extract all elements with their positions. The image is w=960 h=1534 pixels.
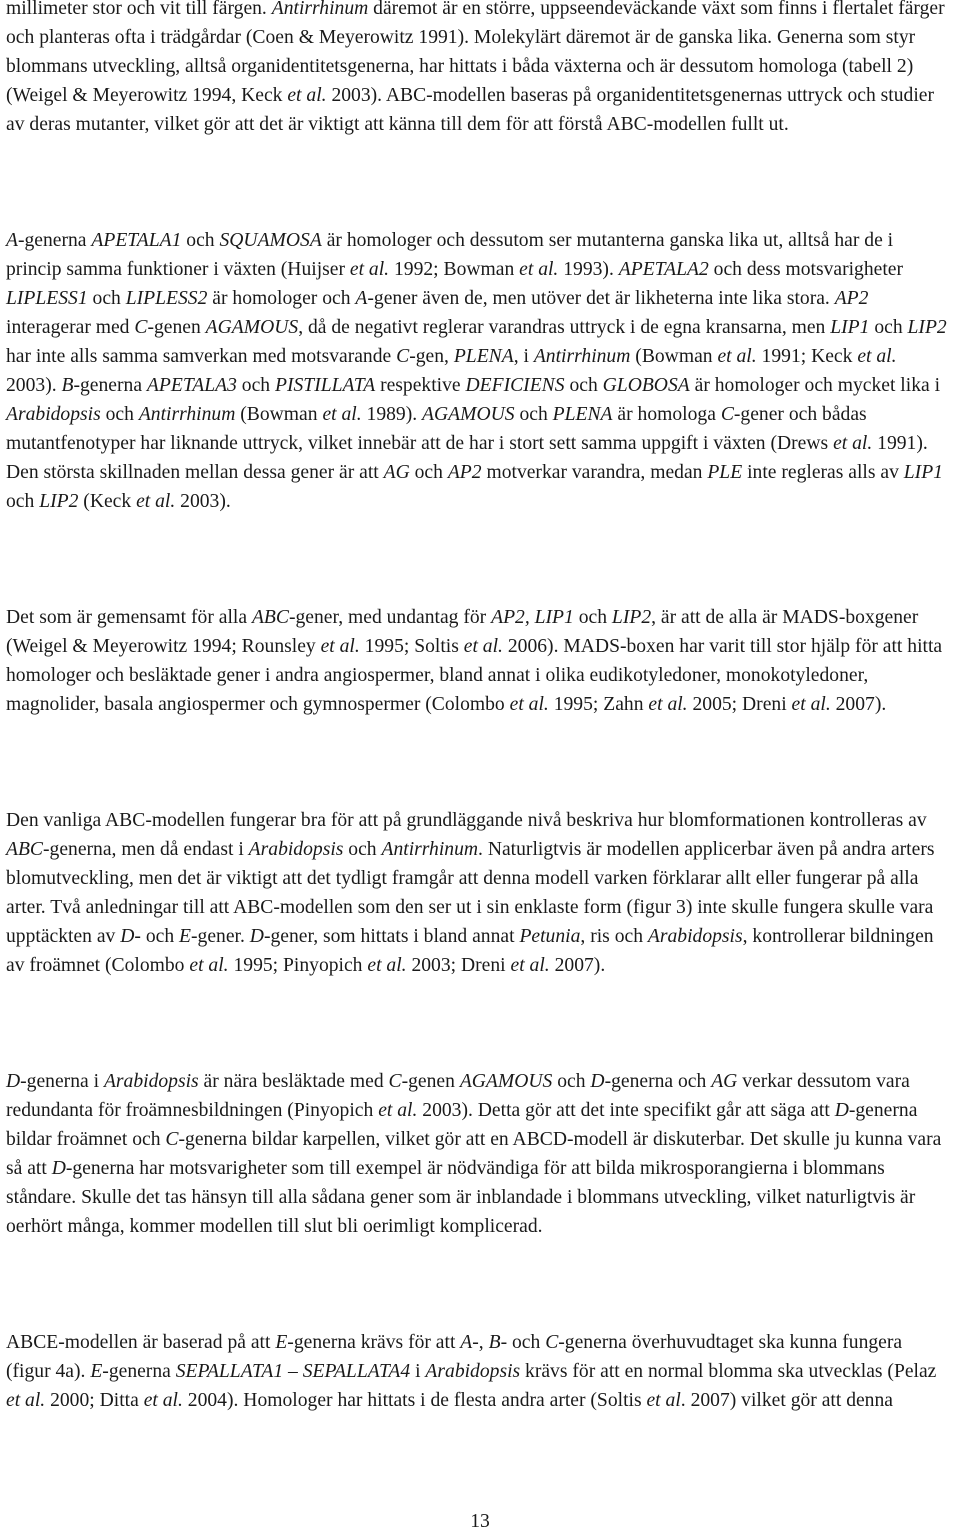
text-run: och: [87, 288, 126, 309]
text-run: och: [869, 317, 908, 338]
italic-text-run: D: [834, 1100, 849, 1121]
italic-text-run: et al.: [519, 259, 559, 280]
italic-text-run: AP2: [834, 288, 869, 309]
text-run: -generna: [73, 375, 147, 396]
text-run: däremot är en större, uppseendeväckande växt som finns i flertalet färger och planteras ofta i trädgårdar (Coen & Meyerowitz 1991). Molekylärt däremot är de ganska lika. Generna som styr blommans utveckling, alltså organidentitetsgenerna, har hittats i båda växterna och är dessutom homologa (tabell 2) (Weigel & Meyerowitz 1994, Keck: [6, 0, 945, 106]
text-run: - och: [500, 1332, 546, 1353]
italic-text-run: et al.: [6, 1390, 46, 1411]
text-run: 1995; Zahn: [548, 694, 649, 715]
italic-text-run: LIP2: [611, 607, 652, 628]
text-run: (Bowman: [235, 404, 323, 425]
italic-text-run: et al.: [378, 1100, 418, 1121]
text-run: -gener och bådas mutantfenotyper har liknande uttryck, vilket innebär att de har i stort sett samma uppgift i växten (Drews: [6, 404, 867, 454]
italic-text-run: E: [275, 1332, 288, 1353]
text-run: 2003; Dreni: [406, 955, 511, 976]
italic-text-run: AGAMOUS: [422, 404, 515, 425]
italic-text-run: A: [460, 1332, 473, 1353]
text-run: -gen,: [409, 346, 454, 367]
text-run: -gener även de, men utöver det är likheterna inte lika stora.: [367, 288, 835, 309]
italic-text-run: D: [590, 1071, 605, 1092]
text-run: är nära besläktade med: [198, 1071, 389, 1092]
italic-text-run: APETALA2: [618, 259, 709, 280]
italic-text-run: D: [120, 926, 135, 947]
text-run: -generna: [17, 230, 92, 251]
italic-text-run: et al.: [648, 694, 688, 715]
text-run: interagerar med: [6, 317, 135, 338]
text-run: . 2007) vilket gör att denna: [680, 1390, 893, 1411]
italic-text-run: D: [249, 926, 264, 947]
italic-text-run: LIPLESS1: [6, 288, 88, 309]
text-run: , ris och: [580, 926, 648, 947]
text-run: och: [573, 607, 612, 628]
text-run: och: [409, 462, 448, 483]
text-run: 2007).: [549, 955, 606, 976]
text-run: och: [343, 839, 382, 860]
italic-text-run: D: [51, 1158, 66, 1179]
italic-text-run: C: [134, 317, 148, 338]
text-run: motverkar varandra, medan: [481, 462, 708, 483]
paragraph-1: [6, 0, 948, 139]
italic-text-run: Antirrhinum: [533, 346, 631, 367]
text-run: 2000; Ditta: [45, 1390, 144, 1411]
italic-text-run: Arabidopsis: [6, 404, 101, 425]
text-run: . Naturligtvis är modellen applicerbar även på andra arters blomutveckling, men det är viktigt att det tydligt framgår att denna modell varken förklarar allt eller fungerar på alla arter. Två anledningar till att ABC-modellen som den ser ut i sin enklaste form (figur 3) inte skulle fungera skulle vara upptäckten av: [6, 839, 935, 947]
text-run: Det som är gemensamt för alla: [6, 607, 252, 628]
italic-text-run: APETALA3: [146, 375, 237, 396]
italic-text-run: et al.: [510, 955, 550, 976]
italic-text-run: PISTILLATA: [275, 375, 376, 396]
italic-text-run: C: [396, 346, 410, 367]
text-run: i: [410, 1361, 426, 1382]
text-run: -generna, men då endast i: [43, 839, 249, 860]
italic-text-run: APETALA1: [91, 230, 182, 251]
italic-text-run: et al.: [136, 491, 176, 512]
italic-text-run: AGAMOUS: [205, 317, 299, 338]
paragraph-6: [6, 1328, 948, 1415]
text-run: -generna och: [604, 1071, 712, 1092]
text-run: , i: [513, 346, 534, 367]
italic-text-run: B: [488, 1332, 501, 1353]
text-run: verkar dessutom vara redundanta för froämnesbildningen (Pinyopich: [6, 1071, 910, 1121]
italic-text-run: LIP2: [907, 317, 947, 338]
paragraph-2: [6, 226, 948, 516]
italic-text-run: SEPALLATA1 – SEPALLATA4: [175, 1361, 411, 1382]
italic-text-run: AG: [383, 462, 410, 483]
text-run: -gener, med undantag för: [288, 607, 492, 628]
text-run: och: [6, 491, 40, 512]
italic-text-run: E: [179, 926, 192, 947]
text-run: -genen: [401, 1071, 460, 1092]
text-run: respektive: [375, 375, 466, 396]
text-run: har inte alls samma samverkan med motsvarande: [6, 346, 397, 367]
italic-text-run: et al.: [791, 694, 831, 715]
italic-text-run: C: [388, 1071, 402, 1092]
italic-text-run: ABC: [251, 607, 289, 628]
italic-text-run: AG: [711, 1071, 738, 1092]
italic-text-run: LIP1: [903, 462, 943, 483]
italic-text-run: A: [355, 288, 368, 309]
text-run: (Keck: [78, 491, 137, 512]
italic-text-run: AP2, LIP1: [491, 607, 574, 628]
text-run: 2007).: [830, 694, 887, 715]
italic-text-run: et al.: [857, 346, 897, 367]
italic-text-run: C: [545, 1332, 559, 1353]
text-run: 1995; Pinyopich: [228, 955, 368, 976]
italic-text-run: Arabidopsis: [425, 1361, 521, 1382]
italic-text-run: A: [6, 230, 18, 251]
text-run: -,: [472, 1332, 489, 1353]
text-run: 2003).: [175, 491, 231, 512]
italic-text-run: E: [90, 1361, 103, 1382]
paragraph-4: [6, 806, 948, 980]
italic-text-run: Arabidopsis: [647, 926, 743, 947]
italic-text-run: et al.: [189, 955, 229, 976]
text-run: , kontrollerar bildningen av froämnet (Colombo: [6, 926, 934, 976]
text-run: -generna bildar froämnet och: [6, 1100, 918, 1150]
text-run: 1989).: [361, 404, 423, 425]
text-run: och dess motsvarigheter: [708, 259, 904, 280]
text-run: Den vanliga ABC-modellen fungerar bra för att på grundläggande nivå beskriva hur blomformationen kontrolleras av: [6, 810, 927, 831]
italic-text-run: et al.: [367, 955, 407, 976]
italic-text-run: Antirrhinum: [271, 0, 369, 19]
italic-text-run: Antirrhinum: [381, 839, 479, 860]
italic-text-run: AGAMOUS: [459, 1071, 553, 1092]
italic-text-run: Petunia: [519, 926, 581, 947]
text-run: ABCE-modellen är baserad på att: [6, 1332, 276, 1353]
text-run: -generna har motsvarigheter som till exempel är nödvändiga för att bilda mikrosporangierna i blommans ståndare. Skulle det tas hänsyn till alla sådana gener som är inblandade i blommans utveckling, vilket naturligtvis är oerhört många, kommer modellen till slut bli oerimligt komplicerad.: [6, 1158, 916, 1237]
text-run: och: [100, 404, 139, 425]
italic-text-run: C: [165, 1129, 179, 1150]
italic-text-run: et al.: [349, 259, 390, 280]
italic-text-run: et al.: [287, 85, 327, 106]
italic-text-run: AP2: [447, 462, 482, 483]
text-run: krävs för att en normal blomma ska utvecklas (Pelaz: [520, 1361, 937, 1382]
text-run: -generna: [102, 1361, 176, 1382]
italic-text-run: et al.: [833, 433, 873, 454]
text-run: 1991; Keck: [756, 346, 858, 367]
italic-text-run: et al.: [320, 636, 360, 657]
page-number: 13: [470, 1511, 490, 1532]
text-run: och: [552, 1071, 591, 1092]
text-run: 1991). Den största skillnaden mellan dessa gener är att: [6, 433, 928, 483]
text-run: 2004). Homologer har hittats i de flesta andra arter (Soltis: [182, 1390, 647, 1411]
italic-text-run: et al.: [717, 346, 757, 367]
text-run: 1992; Bowman: [389, 259, 520, 280]
text-run: -gener.: [191, 926, 250, 947]
italic-text-run: GLOBOSA: [602, 375, 690, 396]
text-run: och: [181, 230, 220, 251]
text-run: -genen: [147, 317, 206, 338]
text-run: 1995; Soltis: [359, 636, 464, 657]
italic-text-run: PLENA: [453, 346, 514, 367]
italic-text-run: C: [720, 404, 734, 425]
italic-text-run: LIPLESS2: [125, 288, 208, 309]
text-run: -gener, som hittats i bland annat: [263, 926, 520, 947]
italic-text-run: Antirrhinum: [138, 404, 236, 425]
text-run: -generna krävs för att: [287, 1332, 461, 1353]
text-run: -generna i: [20, 1071, 104, 1092]
text-run: -generna överhuvudtaget ska kunna fungera (figur 4a).: [6, 1332, 903, 1382]
italic-text-run: LIP1: [830, 317, 870, 338]
text-run: 2003). Detta gör att det inte specifikt går att säga att: [417, 1100, 835, 1121]
italic-text-run: et al.: [463, 636, 503, 657]
text-run: -generna bildar karpellen, vilket gör att en ABCD-modell är diskuterbar. Det skulle ju kunna vara så att: [6, 1129, 942, 1179]
text-run: , är att de alla är MADS-boxgener (Weigel & Meyerowitz 1994; Rounsley: [6, 607, 919, 657]
text-run: millimeter stor och vit till färgen.: [6, 0, 272, 19]
italic-text-run: DEFICIENS: [465, 375, 565, 396]
text-run: är homologer och: [207, 288, 356, 309]
italic-text-run: et al.: [509, 694, 549, 715]
italic-text-run: SQUAMOSA: [219, 230, 322, 251]
text-run: är homologer och dessutom ser mutanterna ganska lika ut, alltså har de i princip samma funktioner i växten (Huijser: [6, 230, 894, 280]
text-run: är homologer och mycket lika i: [689, 375, 941, 396]
italic-text-run: PLE: [707, 462, 743, 483]
text-run: är homologa: [612, 404, 721, 425]
text-run: inte regleras alls av: [742, 462, 904, 483]
italic-text-run: D: [6, 1071, 21, 1092]
text-run: 2006). MADS-boxen har varit till stor hjälp för att hitta homologer och besläktade gener i andra angiospermer, bland annat i olika eudikotyledoner, monokotyledoner, magnolider, basala angiospermer och gymnospermer (Colombo: [6, 636, 943, 715]
text-run: och: [514, 404, 553, 425]
italic-text-run: LIP2: [39, 491, 79, 512]
italic-text-run: Arabidopsis: [248, 839, 344, 860]
text-run: och: [236, 375, 275, 396]
text-run: - och: [134, 926, 180, 947]
italic-text-run: et al: [646, 1390, 681, 1411]
paragraph-3: [6, 603, 948, 719]
text-run: och: [564, 375, 603, 396]
paragraph-5: [6, 1067, 948, 1241]
text-run: 1993).: [558, 259, 619, 280]
text-run: 2005; Dreni: [687, 694, 792, 715]
text-run: , då de negativt reglerar varandras uttryck i de egna kransarna, men: [298, 317, 831, 338]
italic-text-run: ABC: [6, 839, 44, 860]
text-run: 2003). ABC-modellen baseras på organidentitetsgenernas uttryck och studier av deras mutanter, vilket gör att det är viktigt att känna till dem för att förstå ABC-modellen fullt ut.: [6, 85, 934, 135]
italic-text-run: et al.: [143, 1390, 183, 1411]
italic-text-run: PLENA: [552, 404, 613, 425]
italic-text-run: Arabidopsis: [103, 1071, 199, 1092]
text-run: (Bowman: [630, 346, 718, 367]
italic-text-run: B: [61, 375, 74, 396]
italic-text-run: et al.: [322, 404, 362, 425]
text-run: 2003).: [6, 375, 62, 396]
